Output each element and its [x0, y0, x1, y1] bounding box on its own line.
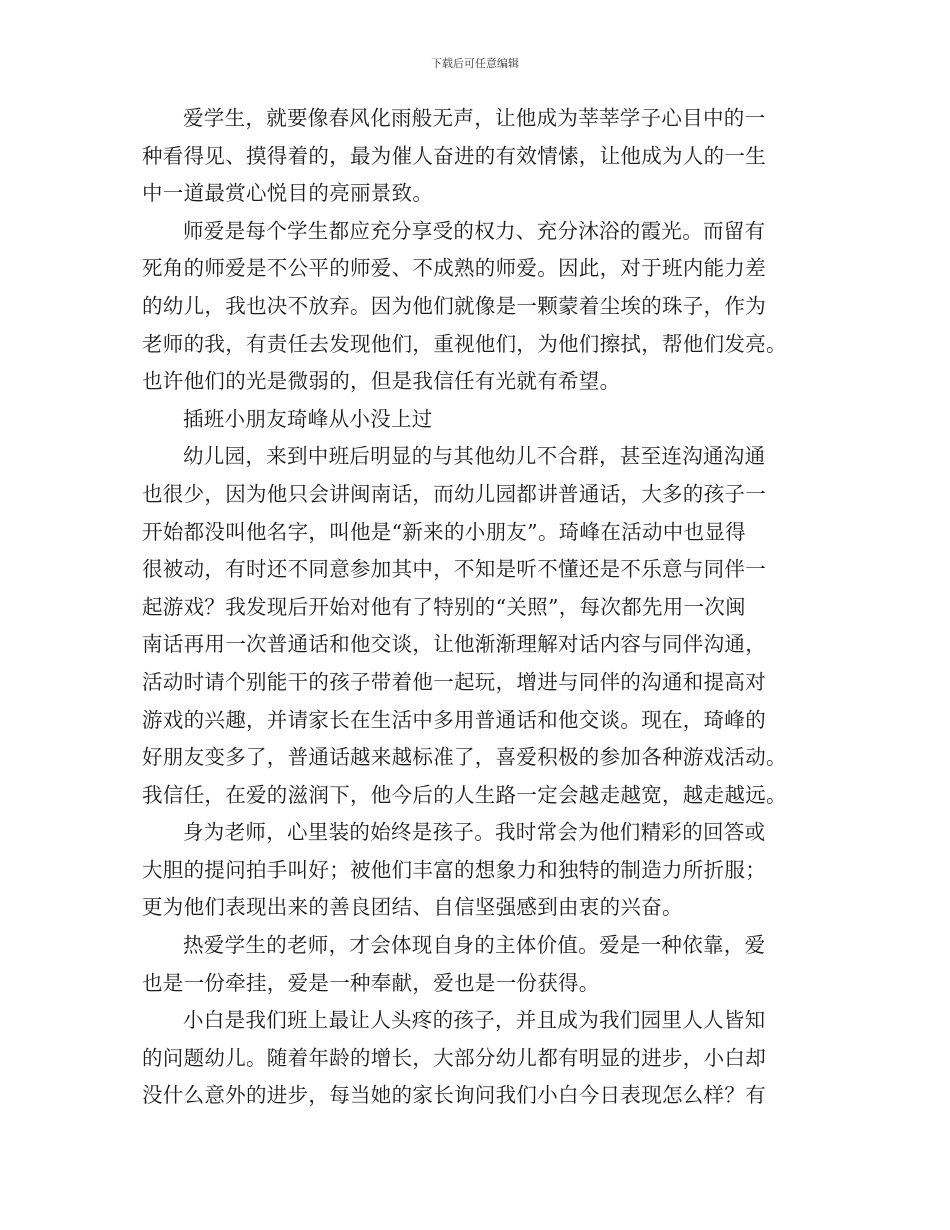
text-line: 也许他们的光是微弱的，但是我信任有光就有希望。 — [142, 369, 621, 394]
text-line: 好朋友变多了，普通话越来越标准了，喜爱积极的参加各种游戏活动。 — [142, 745, 787, 770]
text-line: 师爱是每个学生都应充分享受的权力、充分沐浴的霞光。而留有 — [183, 218, 766, 243]
text-line: 爱学生，就要像春风化雨般无声，让他成为莘莘学子心目中的一 — [183, 106, 766, 130]
text-line: 没什么意外的进步，每当她的家长询问我们小白今日表现怎么样？有 — [142, 1083, 766, 1108]
text-line: 老师的我，有责任去发现他们，重视他们，为他们擦拭，帮他们发亮。 — [142, 331, 787, 356]
paragraph — [142, 100, 810, 213]
text-line: 身为老师，心里装的始终是孩子。我时常会为他们精彩的回答或 — [183, 820, 766, 845]
text-line: 活动时请个别能干的孩子带着他一起玩，增进与同伴的沟通和提高对 — [142, 669, 766, 694]
paragraph — [142, 438, 810, 814]
text-line: 也很少，因为他只会讲闽南话，而幼儿园都讲普通话，大多的孩子一 — [142, 481, 766, 506]
document-body — [142, 100, 810, 1115]
text-line: 死角的师爱是不公平的师爱、不成熟的师爱。因此，对于班内能力差 — [142, 256, 766, 281]
text-line: 幼儿园，来到中班后明显的与其他幼儿不合群，甚至连沟通沟通 — [183, 444, 766, 469]
text-line: 种看得见、摸得着的，最为催人奋进的有效情愫，让他成为人的一生 — [142, 143, 766, 168]
text-line: 游戏的兴趣，并请家长在生活中多用普通话和他交谈。现在，琦峰的 — [142, 707, 766, 732]
text-line: 南话再用一次普通话和他交谈，让他渐渐理解对话内容与同伴沟通， — [142, 632, 766, 657]
text-line: 很被动，有时还不同意参加其中，不知是听不懂还是不乐意与同伴一 — [142, 557, 766, 582]
text-line: 更为他们表现出来的善良团结、自信坚强感到由衷的兴奋。 — [142, 895, 683, 920]
text-line: 我信任，在爱的滋润下，他今后的人生路一定会越走越宽，越走越远。 — [142, 782, 787, 807]
text-line: 的问题幼儿。随着年龄的增长，大部分幼儿都有明显的进步，小白却 — [142, 1045, 766, 1070]
paragraph — [142, 927, 810, 1002]
paragraph — [142, 401, 810, 439]
paragraph — [142, 213, 810, 401]
paragraph — [142, 814, 810, 927]
text-line: 热爱学生的老师，才会体现自身的主体价值。爱是一种依靠，爱 — [183, 933, 766, 958]
text-line: 大胆的提问拍手叫好；被他们丰富的想象力和独特的制造力所折服； — [142, 857, 766, 882]
text-line: 中一道最赏心悦目的亮丽景致。 — [142, 181, 434, 206]
paragraph — [142, 1002, 810, 1115]
text-line: 插班小朋友琦峰从小没上过 — [183, 406, 433, 431]
text-line: 的幼儿，我也决不放弃。因为他们就像是一颗蒙着尘埃的珠子，作为 — [142, 293, 766, 318]
text-line: 开始都没叫他名字，叫他是“新来的小朋友”。琦峰在活动中也显得 — [142, 519, 746, 544]
text-line: 小白是我们班上最让人头疼的孩子，并且成为我们园里人人皆知 — [183, 1008, 766, 1033]
text-line: 也是一份牵挂，爱是一种奉献，爱也是一份获得。 — [142, 970, 600, 995]
text-line: 起游戏？我发现后开始对他有了特别的“关照”，每次都先用一次闽 — [142, 594, 746, 619]
page-header: 下载后可任意编辑 — [431, 57, 519, 70]
